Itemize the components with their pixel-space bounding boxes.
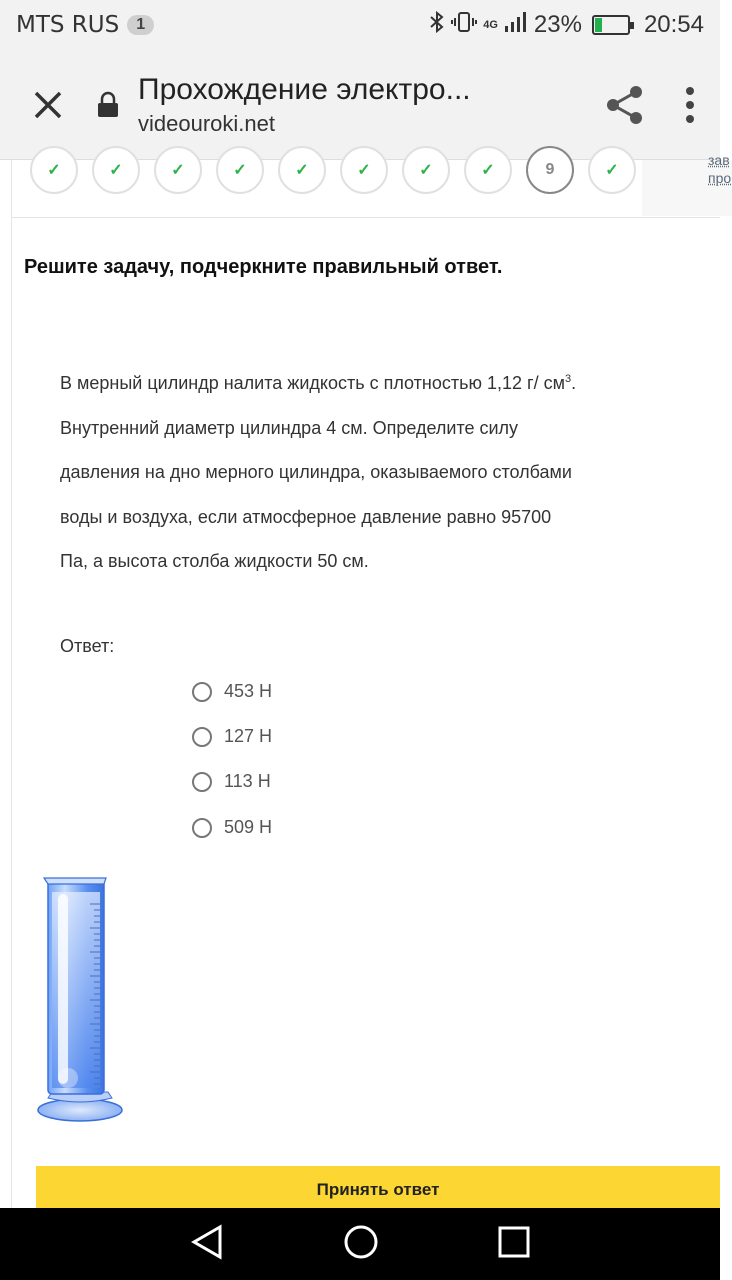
status-icons	[429, 10, 704, 41]
radio-button[interactable]	[192, 727, 212, 747]
system-nav-bar	[0, 1208, 720, 1280]
clock: 20:54	[643, 11, 704, 38]
browser-toolbar	[0, 50, 720, 160]
close-button[interactable]	[0, 50, 96, 160]
problem-part-2: . Внутренний диаметр цилиндра 4 см. Определите силу давления на дно мерного цилиндра, оказываемого столбами воды и воздуха, если атмосферное давление равно 95700 Па, а высота столба жидкости 50 см.	[60, 373, 577, 571]
problem-text	[60, 357, 580, 584]
answer-option[interactable]	[192, 726, 272, 747]
option-label: 453 Н	[224, 681, 273, 701]
progress-current-question[interactable]: 9	[526, 146, 574, 194]
page-url: videouroki.net	[138, 110, 275, 136]
bluetooth-icon	[429, 10, 445, 41]
option-label: 127 Н	[224, 726, 273, 746]
carrier-name: MTS RUS	[16, 12, 120, 38]
lock-icon	[96, 92, 120, 118]
submit-answer-button[interactable]: Принять ответ	[36, 1166, 720, 1214]
progress-check-icon[interactable]: ✓	[464, 146, 512, 194]
progress-check-icon[interactable]: ✓	[216, 146, 264, 194]
vibrate-icon	[451, 10, 477, 41]
progress-check-icon[interactable]: ✓	[278, 146, 326, 194]
more-vertical-icon	[685, 87, 695, 123]
progress-check-icon[interactable]: ✓	[30, 146, 78, 194]
superscript: 3	[564, 373, 572, 385]
instruction-text: Решите задачу, подчеркните правильный ответ.	[24, 256, 503, 278]
measuring-cylinder-image	[34, 874, 126, 1129]
battery-percent: 23%	[533, 11, 582, 38]
progress-check-icon[interactable]: ✓	[588, 146, 636, 194]
network-type: 4G	[483, 19, 498, 31]
status-bar	[0, 0, 720, 50]
radio-button[interactable]	[192, 682, 212, 702]
problem-part-1: В мерный цилиндр налита жидкость с плотностью 1,12 г/ см	[60, 373, 565, 393]
side-link-top[interactable]: зав	[708, 152, 730, 168]
home-icon[interactable]	[343, 1224, 379, 1265]
progress-check-icon[interactable]: ✓	[340, 146, 388, 194]
question-progress	[12, 152, 732, 218]
signal-icon	[504, 11, 528, 40]
side-link-bottom[interactable]: про	[708, 170, 732, 186]
option-label: 509 Н	[224, 817, 273, 837]
share-button[interactable]	[590, 84, 660, 126]
radio-button[interactable]	[192, 772, 212, 792]
option-label: 113 Н	[224, 771, 271, 791]
content-border	[11, 160, 12, 1208]
battery-icon	[592, 15, 630, 35]
answer-option[interactable]	[192, 771, 271, 792]
side-panel	[642, 152, 732, 216]
share-icon	[605, 84, 645, 126]
progress-check-icon[interactable]: ✓	[92, 146, 140, 194]
answer-option[interactable]	[192, 817, 272, 838]
close-icon	[33, 90, 63, 120]
progress-check-icon[interactable]: ✓	[154, 146, 202, 194]
progress-check-icon[interactable]: ✓	[402, 146, 450, 194]
title-block[interactable]	[138, 73, 590, 137]
answer-label: Ответ:	[60, 636, 115, 656]
menu-button[interactable]	[660, 87, 720, 123]
sim-badge: 1	[127, 15, 154, 35]
page-title: Прохождение электро...	[138, 72, 471, 106]
recents-icon[interactable]	[498, 1226, 530, 1263]
answer-option[interactable]	[192, 681, 272, 702]
back-icon[interactable]	[190, 1224, 224, 1265]
radio-button[interactable]	[192, 818, 212, 838]
